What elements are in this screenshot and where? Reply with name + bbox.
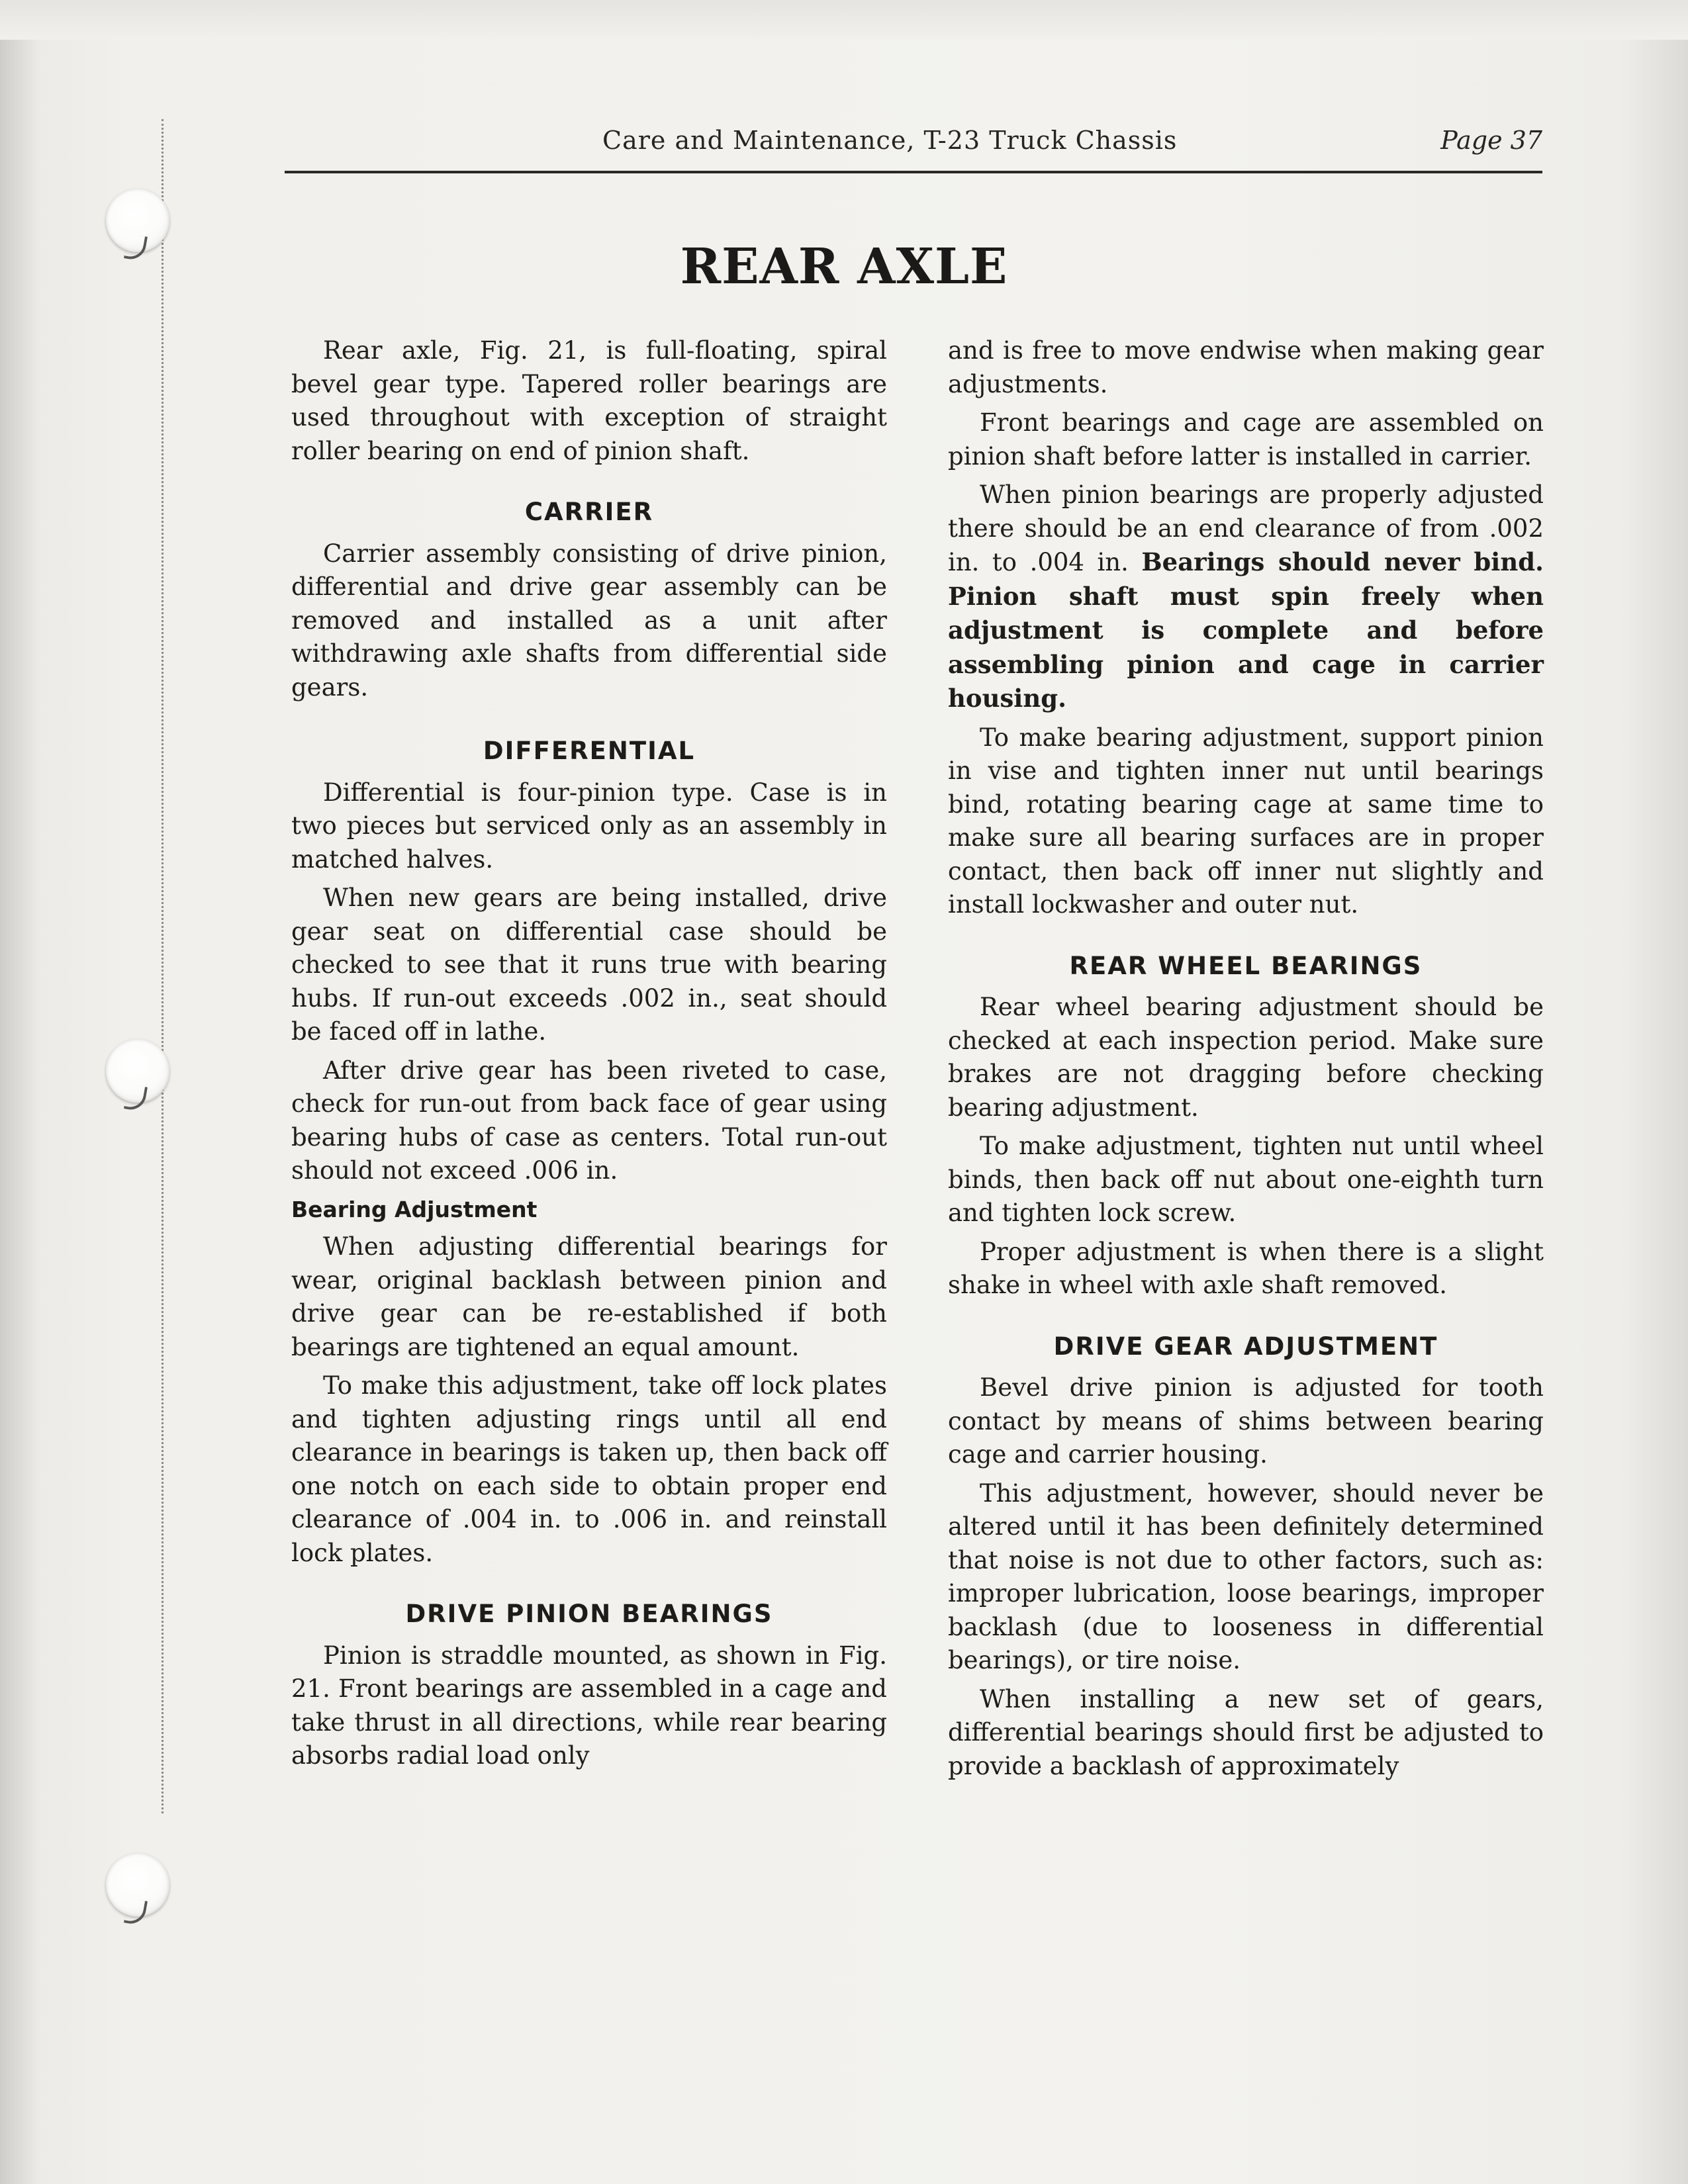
pinion-paragraph-3 [948, 478, 1544, 716]
intro-paragraph: Rear axle, Fig. 21, is full-floating, spiral bevel gear type. Tapered roller bearings are used throughout with exception of straight roller bearing on end of pinion shaft. [291, 336, 887, 465]
wheel-paragraph-3: Proper adjustment is when there is a slight shake in wheel with axle shaft removed. [948, 1237, 1544, 1299]
differential-paragraph-3: After drive gear has been riveted to case, check for run-out from back face of gear using bearing hubs of case as centers. Total run-out should not exceed .006 in. [291, 1056, 887, 1185]
wheel-paragraph-1: Rear wheel bearing adjustment should be checked at each inspection period. Make sure brakes are not dragging before checking bearing adjustment. [948, 993, 1544, 1122]
gear-paragraph-3: When installing a new set of gears, differential bearings should first be adjusted to provide a backlash of approximately [948, 1684, 1544, 1780]
differential-paragraph-2: When new gears are being installed, drive gear seat on differential case should be checked to see that it runs true with bearing hubs. If run-out exceeds .002 in., seat should be faced off in lathe. [291, 884, 887, 1046]
header-rule [285, 171, 1542, 173]
pinion-paragraph-3-text: When pinion bearings are properly adjusted there should be an end clearance of from .002 in. to .004 in. [948, 480, 1544, 576]
page-title: REAR AXLE [680, 238, 1008, 295]
punch-hole-bottom [106, 1853, 169, 1917]
rear-wheel-bearings-heading: REAR WHEEL BEARINGS [1069, 951, 1423, 980]
gear-paragraph-1: Bevel drive pinion is adjusted for tooth contact by means of shims between bearing cage and carrier housing. [948, 1373, 1544, 1469]
wheel-paragraph-2: To make adjustment, tighten nut until wheel binds, then back off nut about one-eighth turn and tighten lock screw. [948, 1132, 1544, 1227]
paper-top-edge [0, 0, 1688, 40]
drive-gear-adjustment-heading: DRIVE GEAR ADJUSTMENT [1053, 1332, 1438, 1361]
pinion-continued-paragraph: and is free to move endwise when making gear adjustments. [948, 336, 1544, 398]
drive-pinion-heading: DRIVE PINION BEARINGS [405, 1600, 773, 1628]
pinion-paragraph-1: Pinion is straddle mounted, as shown in Fig. 21. Front bearings are assembled in a cage and take thrust in all directions, while rear bearing absorbs radial load only [291, 1641, 887, 1770]
bearing-paragraph-2: To make this adjustment, take off lock plates and tighten adjusting rings until all end clearance in bearings is taken up, then back off one notch on each side to obtain proper end clearance of .004 in. to .006 in. and reinstall lock plates. [291, 1371, 887, 1567]
bearing-adjustment-heading: Bearing Adjustment [291, 1196, 538, 1222]
left-column [291, 334, 887, 1778]
gear-paragraph-2: This adjustment, however, should never be altered until it has been definitely determined that noise is not due to other factors, such as: improper lubrication, loose bearings, improper backlash (due to looseness in differential bearings), or tire noise. [948, 1479, 1544, 1674]
pinion-paragraph-4: To make bearing adjustment, support pinion in vise and tighten inner nut until bearings bind, rotating bearing cage at same time to make sure all bearing surfaces are in proper contact, then back off inner nut slightly and install lockwasher and outer nut. [948, 723, 1544, 919]
differential-paragraph-1: Differential is four-pinion type. Case is in two pieces but serviced only as an assembly in matched halves. [291, 778, 887, 874]
right-column [948, 334, 1544, 1788]
carrier-heading: CARRIER [524, 498, 654, 526]
page-number: Page 37 [1440, 126, 1542, 155]
pinion-warning-text: Bearings should never bind. Pinion shaft must spin freely when adjustment is complete and before assembling pinion and cage in carrier housing. [948, 547, 1544, 713]
punch-hole-middle [106, 1039, 169, 1103]
carrier-paragraph: Carrier assembly consisting of drive pinion, differential and drive gear assembly can be removed and installed as a unit after withdrawing axle shafts from differential side gears. [291, 539, 887, 702]
page-header [285, 126, 1542, 165]
running-title: Care and Maintenance, T-23 Truck Chassis [602, 126, 1178, 155]
differential-heading: DIFFERENTIAL [483, 737, 696, 765]
pinion-paragraph-2: Front bearings and cage are assembled on pinion shaft before latter is installed in carrier. [948, 408, 1544, 471]
margin-line [162, 119, 164, 1813]
bearing-paragraph-1: When adjusting differential bearings for wear, original backlash between pinion and drive gear can be re-established if both bearings are tightened an equal amount. [291, 1232, 887, 1361]
